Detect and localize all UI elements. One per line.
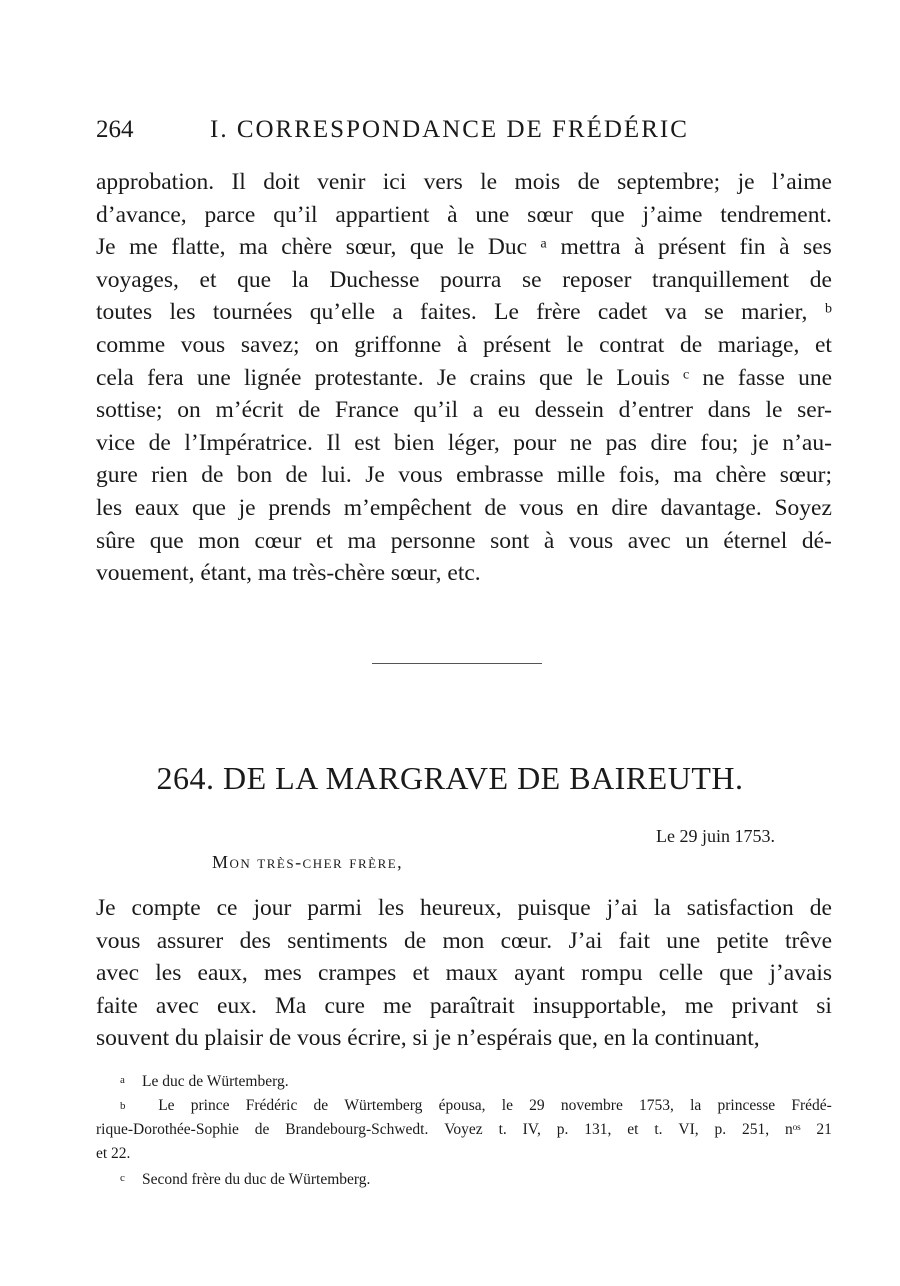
footnote-mark: b bbox=[120, 1100, 126, 1112]
text-line: cela fera une lignée protestante. Je crains que le Louis ᶜ ne fasse une bbox=[96, 364, 832, 391]
text-line: voyages, et que la Duchesse pourra se reposer tranquillement de bbox=[96, 266, 832, 293]
section-divider bbox=[372, 663, 542, 664]
text-line: comme vous savez; on griffonne à présent le contrat de mariage, et bbox=[96, 331, 832, 358]
letter-salutation: Mon très-cher frère, bbox=[212, 852, 404, 872]
text-line: vouement, étant, ma très-chère sœur, etc. bbox=[96, 560, 481, 587]
text-line: Je me flatte, ma chère sœur, que le Duc ᵃ mettra à présent fin à ses bbox=[96, 234, 832, 261]
footnote-b bbox=[96, 1094, 832, 1166]
footnote-line: b Le prince Frédéric de Würtemberg épousa, le 29 novembre 1753, la princesse Frédé- bbox=[96, 1094, 832, 1118]
text-line: sûre que mon cœur et ma personne sont à vous avec un éternel dé- bbox=[96, 527, 832, 554]
footnote-text: Le duc de Würtemberg. bbox=[142, 1073, 289, 1090]
footnote-a bbox=[96, 1068, 832, 1094]
footnote-line: et 22. bbox=[96, 1145, 131, 1162]
text-line: avec les eaux, mes crampes et maux ayant rompu celle que j’avais bbox=[96, 960, 832, 987]
running-title: I. CORRESPONDANCE DE FRÉDÉRIC bbox=[210, 116, 689, 143]
footnote-mark: c bbox=[120, 1172, 125, 1184]
letter-body bbox=[96, 892, 832, 1055]
footnotes bbox=[96, 1068, 832, 1192]
text-line: toutes les tournées qu’elle a faites. Le frère cadet va se marier, ᵇ bbox=[96, 299, 832, 326]
text-line: gure rien de bon de lui. Je vous embrasse mille fois, ma chère sœur; bbox=[96, 462, 832, 489]
letter-continuation bbox=[96, 166, 832, 590]
text-line: approbation. Il doit venir ici vers le mois de septembre; je l’aime bbox=[96, 169, 832, 195]
letter-heading: 264. DE LA MARGRAVE DE BAIREUTH. bbox=[156, 760, 744, 796]
text-line: les eaux que je prends m’empêchent de vous en dire davantage. Soyez bbox=[96, 494, 832, 521]
running-head bbox=[96, 116, 736, 156]
footnote-c bbox=[96, 1166, 832, 1192]
text-line: sottise; on m’écrit de France qu’il a eu dessein d’entrer dans le ser- bbox=[96, 397, 832, 424]
letter-date: Le 29 juin 1753. bbox=[656, 826, 775, 846]
page-number: 264 bbox=[96, 116, 134, 143]
text-line: souvent du plaisir de vous écrire, si je n’espérais que, en la continuant, bbox=[96, 1025, 760, 1052]
footnote-line: rique-Dorothée-Sophie de Brandebourg-Schwedt. Voyez t. IV, p. 131, et t. VI, p. 251, nᵒˢ 21 bbox=[96, 1121, 832, 1138]
footnote-text: Second frère du duc de Würtemberg. bbox=[142, 1171, 371, 1188]
text-line: vous assurer des sentiments de mon cœur. J’ai fait une petite trêve bbox=[96, 927, 832, 954]
text-line: d’avance, parce qu’il appartient à une sœur que j’aime tendrement. bbox=[96, 201, 832, 228]
text-line: faite avec eux. Ma cure me paraîtrait insupportable, me privant si bbox=[96, 992, 832, 1019]
text-line: vice de l’Impératrice. Il est bien léger, pour ne pas dire fou; je n’au- bbox=[96, 429, 832, 456]
text-line: Je compte ce jour parmi les heureux, puisque j’ai la satisfaction de bbox=[96, 895, 832, 921]
footnote-mark: a bbox=[120, 1074, 125, 1086]
